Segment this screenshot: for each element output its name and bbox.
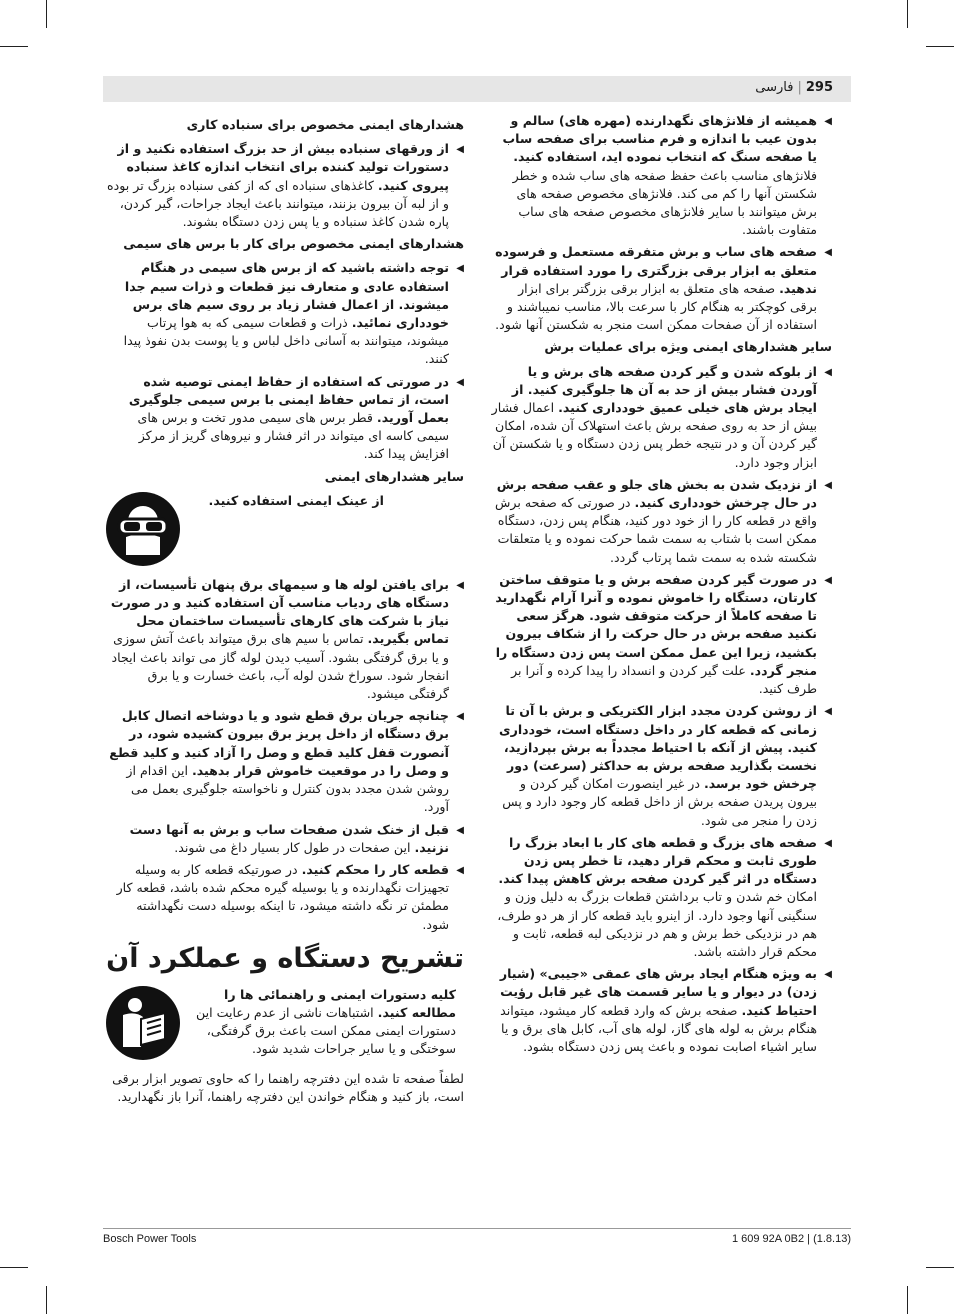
warning-bold-text: چنانچه جریان برق قطع شود و یا دوشاخه اتصال کابل برق دستگاه از داخل پریز برق بیرون کشیده شود، در آنصورت قفل کلید قطع و وصل را آزاد کنید و کلید قطع و وصل را در موقعیت خاموش قرار بدهید. (109, 708, 449, 778)
crop-mark (926, 1267, 954, 1268)
warning-body-text: در صورتیکه قطعه کار به وسیله تجهیزات نگهدارنده و یا بوسیله گیره محکم شده باشد، قطعه کار مطمئن تر نگه داشته میشود، تا اینکه بوسیله دست نگهداشته شود. (116, 861, 449, 932)
warning-bold-text: صفحه های بزرگ و قطعه های کار با ابعاد بزرگ را طوری ثابت و محکم قرار دهید، تا خطر پس زدن دستگاه در اثر گیر کردن صفحه برش کاهش پیدا کند. (498, 834, 817, 887)
warning-body-text: صفحه برش که وارد قطعه کار میشود، میتواند هنگام برش به لوله های گاز، لوله های آب، کابل های برق و یا سایر اشیاء اصابت نموده و باعث پس زدن دستگاه بشود. (500, 1002, 817, 1054)
warning-item (491, 965, 832, 1056)
crop-mark (46, 1286, 47, 1314)
warning-body-text: فلانژهای مناسب باعث حفظ صفحه های ساب شده و خطر شکستن آنها را کم می کند. فلانژهای مخصوص صفحه های برش میتوانند با سایر فلانژهای مخصوص صفحه های ساب متفاوت باشند. (512, 167, 817, 238)
bullet-triangle-icon: ◀ (456, 864, 464, 876)
warning-item (491, 243, 832, 334)
warning-bold-text: در صورتی که استفاده از حفاظ ایمنی توصیه شده است، از تماس حفاظ ایمنی با برس سیمی جلوگیری بعمل آورید. (128, 373, 449, 426)
heading-cutting-warnings: سایر هشدارهای ایمنی ویژه برای عملیات برش (544, 339, 832, 355)
warning-bold-text: از روشن کردن مجدد ابزار الکتریکی و برش با آن تا زمانی که قطعه کار در داخل دستگاه است، خودداری کنید. پیش از آنکه با احتیاط مجدداً به برش بپردازید، نخست بگذارید صفحه برش به حداکثر (سرعت) دور چرخش خود برسد. (499, 703, 817, 792)
manual-text: کلیه دستورات ایمنی و راهنمائی ها را مطالعه کنید. اشتباهات ناشی از عدم رعایت این دستورات ایمنی ممکن است باعث برق گرفتگی، سوختگی و یا سایر جراحات شدید شود. (196, 986, 456, 1057)
warning-bold-text: از ورقهای سنباده بیش از حد بزرگ استفاده نکنید و از دستورات تولید کننده برای انتخاب اندازه کاغذ سنباده پیروی کنید. (117, 141, 449, 193)
warning-body-text: کاغذهای سنباده ای که از کفی سنباده بزرگ تر بوده و از لبه آن بیرون بزنند، میتوانند باعث ایجاد جراحات، گیر کردن، پاره شدن کاغذ سنباده و یا پس زدن دستگاه بشوند. (107, 177, 449, 230)
warning-bold-text: همیشه از فلانژهای نگهدارنده (مهره های) سالم و بدون عیب با اندازه و فرم مناسب برای صفحه ساب یا صفحه سنگ که انتخاب نموده اید، استفاده کنید. (502, 113, 817, 165)
section-title: تشریح دستگاه و عملکرد آن (106, 942, 464, 974)
bullet-triangle-icon: ◀ (456, 579, 464, 591)
warning-body-text: تماس با سیم های برق میتواند باعث آتش سوزی و یا برق گرفتگی بشود. آسیب دیدن لوله گاز می تواند باعث ایجاد انفجار شود. سوراخ شدن لوله آب، باعث خسارت و یا برق گرفتگی میشود. (111, 631, 449, 702)
footer-brand: Bosch Power Tools (103, 1233, 197, 1245)
bullet-triangle-icon: ◀ (456, 144, 464, 156)
warning-bold-text: از نزدیک شدن به بخش های جلو و عقب صفحه برش در حال چرخش خودداری کنید. (496, 476, 817, 511)
heading-wire-brush-warnings: هشدارهای ایمنی مخصوص برای کار با برس های سیمی (123, 236, 464, 252)
warning-item (491, 112, 832, 239)
crop-mark (0, 1267, 28, 1268)
warning-bold-text: در صورت گیر کردن صفحه برش و یا متوقف ساختن کارتان، دستگاه را خاموش نموده و آنرا آرام نگهدارید تا صفحه کاملاً از حرکت متوقف شود. هرگز سعی نکنید صفحه برش در حال حرکت را از شکاف بیرون بکشید، زیرا این عمل ممکن است پس زدن دستگاه را منجر گردد. (495, 571, 817, 678)
bullet-triangle-icon: ◀ (456, 824, 464, 836)
warning-body-text: در غیر اینصورت امکان گیر کردن و بیرون پریدن صفحه برش از داخل قطعه کار وجود دارد و پس زدن را منجر می شود. (502, 776, 817, 828)
manual-row (106, 986, 464, 1060)
warning-bold-text: قبل از خنک شدن صفحات ساب و برش به آنها دست نزنید. (129, 821, 449, 855)
footer-doc-number: 1 609 92A 0B2 | (1.8.13) (731, 1233, 851, 1245)
read-manual-icon (106, 986, 180, 1060)
page-number: 295 (805, 80, 833, 95)
page-header (103, 76, 851, 102)
warning-item (106, 140, 464, 231)
warning-item (106, 861, 464, 934)
bullet-triangle-icon: ◀ (824, 116, 832, 127)
closing-paragraph: لطفاً صفحه تا شده این دفترچه راهنما را که حاوی تصویر ابزار برقی است، باز کنید و هنگام خواندن این دفترچه راهنما، آنرا باز نگهدارید. (112, 1070, 464, 1104)
header-separator: | (797, 80, 802, 95)
footer-rule (103, 1228, 851, 1229)
right-column (491, 112, 832, 1060)
crop-mark (907, 1286, 908, 1314)
header-text (755, 80, 833, 95)
bullet-triangle-icon: ◀ (824, 706, 832, 718)
left-column (106, 112, 464, 1106)
warning-bold-text: به ویژه هنگام ایجاد برش های عمقی «جیبی» (شیار زدن) در دیوار و یا سایر قسمت های غیر قابل رؤیت احتیاط کنید. (499, 966, 817, 1018)
header-language: فارسی (755, 80, 794, 95)
warning-body-text: در صورتی که صفحه برش واقع در قطعه کار را از خود دور کنید، هنگام پس زدن، دستگاه ممکن است با شتاب به سمت شما حرکت نموده و یا متعلقات شکسته شده به سمت شما پرتاب گردد. (495, 495, 817, 565)
warning-body-text: این اقدام از روشن شدن مجدد بدون کنترل و ناخواسته جلوگیری بعمل می آورد. (126, 762, 449, 815)
bullet-triangle-icon: ◀ (824, 574, 832, 586)
heading-other-warnings: سایر هشدارهای ایمنی (324, 468, 464, 484)
warning-body-text: صفحه های متعلق به ابزار برقی بزرگتر برای ابزار برقی کوچکتر به هنگام کار با سرعت بالا، مناسب نمیباشند و استفاده از آن صفحات ممکن است منجر به شکستن آنها شود. (495, 280, 817, 333)
crop-mark (926, 46, 954, 47)
warning-body-text: علت گیر کردن و انسداد را پیدا کرده و آنرا بر طرف کنید. (511, 662, 817, 697)
warning-item (106, 707, 464, 816)
warning-body-text: اعمال فشار بیش از حد به روی صفحه برش باعث استهلاک آن شده، امکان گیر کردن آن و در نتیجه خطر پس زدن دستگاه و یا شکستن آن ابزار وجود دارد. (491, 400, 817, 470)
warning-item (491, 476, 832, 567)
goggles-row (106, 492, 464, 566)
warning-item (491, 363, 832, 472)
bullet-triangle-icon: ◀ (824, 247, 832, 259)
crop-mark (907, 0, 908, 28)
warning-body-text: قطر برس های سیمی مدور تخت و برس های سیمی کاسه ای میتواند در اثر فشار و نیروهای گریز از مرکز افزایش پیدا کند. (137, 410, 449, 462)
crop-mark (0, 46, 28, 47)
goggles-text: از عینک ایمنی استفاده کنید. (208, 492, 384, 508)
warning-bold-text: از بلوکه شدن و گیر کردن صفحه های برش و یا آوردن فشار بیش از حد به آن ها جلوگیری کنید. از ایجاد برش های خیلی عمیق خودداری کنید. (511, 363, 817, 416)
bullet-triangle-icon: ◀ (456, 711, 464, 723)
warning-bold-text: برای یافتن لوله ها و سیمهای برق پنهان تأسیسات، از دستگاه های ردیاب مناسب آن استفاده کنید و در صورت نیاز با شرکت های کارهای تأسیسات ساختمان محل تماس بگیرید. (110, 576, 449, 647)
warning-item (491, 571, 832, 698)
warning-bold-text: صفحه های ساب و برش متفرقه مستعمل و فرسوده متعلق به ابزار برقی بزرگتری را مورد استفاده قرار ندهید. (495, 244, 817, 296)
crop-mark (46, 0, 47, 28)
warning-item (106, 576, 464, 703)
warning-body-text: ذرات و قطعات سیمی که به هوا پرتاب میشوند، میتوانند به آسانی داخل لباس و یا پوست بدن نفوذ پیدا کنند. (123, 315, 449, 367)
heading-sanding-warnings: هشدارهای ایمنی مخصوص برای سنباده کاری (186, 117, 464, 132)
warning-item (491, 834, 832, 961)
bullet-triangle-icon: ◀ (824, 837, 832, 849)
warning-bold-text: توجه داشته باشید که از برس های سیمی در هنگام استفاده عادی و متعارف نیز قطعات و ذرات سیم جدا میشوند. از اعمال فشار زیاد بر روی سیم های برس خودداری نمائید. (124, 260, 449, 331)
warning-item (106, 821, 464, 857)
warning-item (106, 259, 464, 368)
bullet-triangle-icon: ◀ (824, 479, 832, 491)
safety-goggles-icon (106, 492, 180, 566)
bullet-triangle-icon: ◀ (824, 366, 832, 378)
warning-body-text: این صفحات در طول کار بسیار داغ می شوند. (174, 839, 415, 855)
warning-bold-text: قطعه کار را محکم کنید. (301, 861, 449, 877)
warning-body-text: امکان خم شدن و تاب برداشتن قطعات بزرگ به دلیل وزن و سنگینی آنها وجود دارد. از اینرو باید قطعه کار از هر دو طرف، هم در نزدیکی خط برش و هم در نزدیکی لبه قطعه، ثابت و محکم قرار داشته باشد. (497, 889, 817, 959)
bullet-triangle-icon: ◀ (456, 263, 464, 275)
bullet-triangle-icon: ◀ (456, 376, 464, 388)
bullet-triangle-icon: ◀ (824, 969, 832, 981)
warning-item (491, 702, 832, 829)
warning-item (106, 373, 464, 464)
